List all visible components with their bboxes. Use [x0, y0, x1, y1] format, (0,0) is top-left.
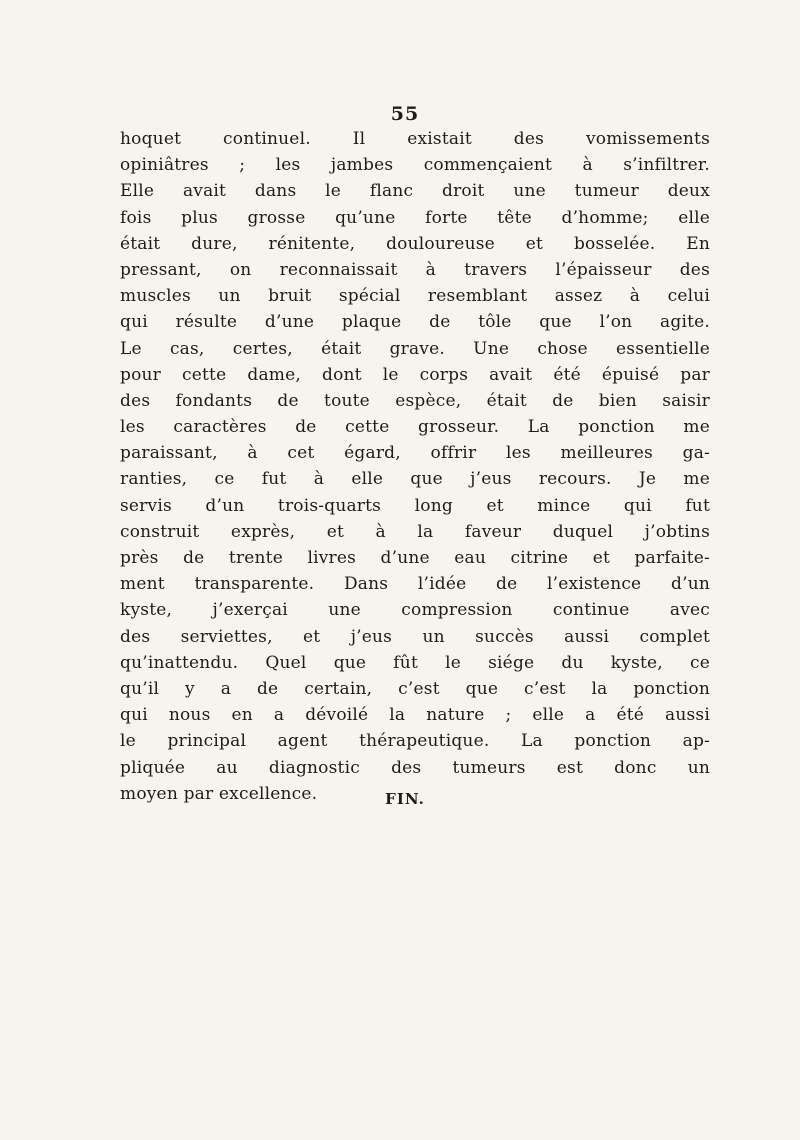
- text-line: construit exprès, et à la faveur duquel j’obtins: [120, 521, 710, 542]
- text-line: opiniâtres ; les jambes commençaient à s’infiltrer.: [120, 155, 710, 176]
- text-line: kyste, j’exerçai une compression continue avec: [120, 600, 710, 621]
- text-line: des fondants de toute espèce, était de bien saisir: [120, 390, 710, 411]
- text-line: pressant, on reconnaissait à travers l’épaisseur des: [120, 259, 710, 280]
- text-line: servis d’un trois-quarts long et mince qui fut: [120, 495, 710, 516]
- text-line: Elle avait dans le flanc droit une tumeur deux: [120, 181, 710, 202]
- text-line: près de trente livres d’une eau citrine et parfaite-: [120, 548, 710, 568]
- text-line: qui nous en a dévoilé la nature ; elle a été aussi: [120, 705, 710, 726]
- body-text: [120, 126, 710, 807]
- text-line: hoquet continuel. Il existait des vomissements: [120, 129, 710, 149]
- closing-mark: FIN.: [385, 790, 425, 808]
- text-line: Le cas, certes, était grave. Une chose essentielle: [120, 338, 710, 359]
- text-line: qu’il y a de certain, c’est que c’est la ponction: [120, 678, 710, 699]
- text-line: était dure, rénitente, douloureuse et bosselée. En: [120, 233, 710, 254]
- text-line: le principal agent thérapeutique. La ponction ap-: [120, 731, 710, 752]
- text-line: pliquée au diagnostic des tumeurs est donc un: [120, 757, 710, 778]
- text-line: ment transparente. Dans l’idée de l’existence d’un: [120, 574, 710, 595]
- text-line: qui résulte d’une plaque de tôle que l’on agite.: [120, 312, 710, 333]
- text-line: muscles un bruit spécial resemblant assez à celui: [120, 286, 710, 307]
- text-line: qu’inattendu. Quel que fût le siége du kyste, ce: [120, 652, 710, 673]
- text-line: des serviettes, et j’eus un succès aussi complet: [120, 626, 710, 647]
- text-line: ranties, ce fut à elle que j’eus recours. Je me: [120, 469, 710, 490]
- text-line: moyen par excellence.: [120, 783, 318, 804]
- text-line: fois plus grosse qu’une forte tête d’homme; elle: [120, 207, 710, 228]
- text-line: les caractères de cette grosseur. La ponction me: [120, 417, 710, 438]
- text-line: paraissant, à cet égard, offrir les meilleures ga-: [120, 443, 710, 464]
- text-line: pour cette dame, dont le corps avait été épuisé par: [120, 364, 710, 385]
- page-number: 55: [390, 103, 420, 125]
